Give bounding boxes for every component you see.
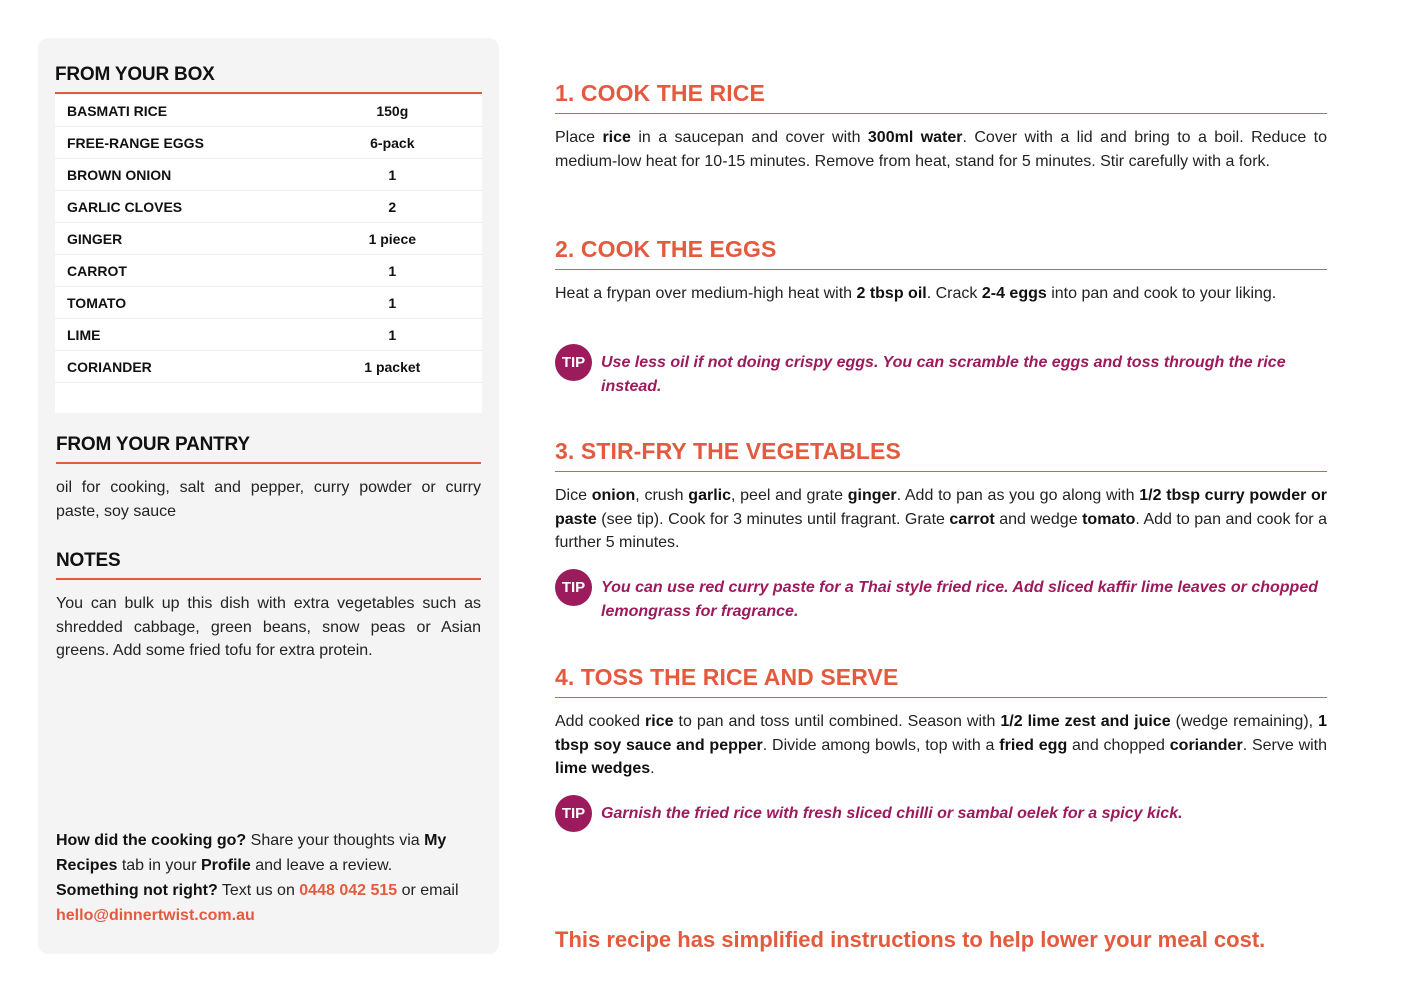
step-text-span: to pan and toss until combined. Season with — [673, 713, 1001, 730]
step-text-span: , crush — [635, 487, 689, 504]
footer-note: This recipe has simplified instructions to help lower your meal cost. — [555, 927, 1266, 952]
ingredient-row — [55, 127, 482, 159]
step-text-span: into pan and cook to your liking. — [1046, 285, 1277, 302]
step-text-span: . Cover with a lid and bring to a boil. Reduce to medium-low heat for 10-15 minutes. Remove from heat, stand for 5 minutes. Stir carefully with a fork. — [555, 129, 1328, 170]
step-text-span: . Add to pan and cook for a further 5 minutes. — [555, 510, 1327, 551]
ingredient-qty: 1 piece — [368, 230, 417, 247]
box-title: FROM YOUR BOX — [55, 64, 482, 94]
ingredient-qty: 150g — [376, 102, 409, 119]
step-text-bold: tomato — [1082, 510, 1136, 528]
step-3-text — [555, 484, 1327, 555]
ingredient-name: GARLIC CLOVES — [67, 198, 183, 215]
tip-text: Garnish the fried rice with fresh sliced chilli or sambal oelek for a spicy kick. — [601, 805, 1183, 822]
feedback-question: How did the cooking go? — [56, 832, 247, 849]
tip-text: You can use red curry paste for a Thai style fried rice. Add sliced kaffir lime leaves or chopped lemongrass for fragrance. — [601, 579, 1318, 620]
profile-link[interactable]: Profile — [200, 857, 251, 874]
step-4-title: 4. TOSS THE RICE AND SERVE — [555, 664, 1327, 698]
step-text-span: (see tip). Cook for 3 minutes until fragrant. Grate — [596, 510, 950, 528]
step-text-bold: carrot — [949, 510, 995, 528]
feedback-text-5: or email — [397, 882, 459, 899]
support-question: Something not right? — [56, 882, 218, 899]
step-text-bold: rice — [645, 713, 674, 730]
step-text-bold: garlic — [688, 487, 731, 504]
step-text-span: . Serve with — [1242, 736, 1328, 754]
ingredient-name: TOMATO — [67, 294, 127, 311]
ingredient-row — [55, 255, 482, 287]
step-text-bold: 1 tbsp soy sauce and pepper — [555, 713, 1328, 754]
ingredient-name: FREE-RANGE EGGS — [67, 134, 204, 151]
tip-badge: TIP — [555, 795, 592, 832]
step-text-bold: 2-4 eggs — [981, 285, 1047, 302]
ingredient-name: CORIANDER — [67, 358, 152, 375]
step-text-span: . — [650, 760, 655, 777]
step-text-span: Dice — [555, 487, 592, 504]
step-text-bold: 300ml water — [867, 129, 963, 146]
ingredient-name: BASMATI RICE — [67, 102, 168, 119]
step-text-span: . Crack — [926, 285, 982, 302]
feedback-text-2: tab in your — [117, 857, 201, 874]
ingredient-row — [55, 159, 482, 191]
step-text-span: Place — [555, 129, 603, 146]
ingredient-qty: 2 — [388, 198, 397, 215]
ingredient-qty: 6-pack — [370, 134, 415, 151]
sidebar-panel — [38, 38, 499, 954]
step-text-span: , peel and grate — [730, 487, 848, 504]
email-link[interactable]: hello@dinnertwist.com.au — [56, 907, 255, 924]
ingredient-qty: 1 packet — [364, 358, 421, 375]
feedback-text — [56, 828, 481, 928]
step-text-bold: ginger — [847, 487, 897, 504]
ingredient-qty: 1 — [388, 326, 397, 343]
ingredient-name: CARROT — [67, 262, 127, 279]
step-text-bold: 1/2 lime zest and juice — [1000, 713, 1171, 730]
step-text-bold: onion — [591, 487, 636, 504]
step-1-text — [555, 126, 1327, 173]
phone-link[interactable]: 0448 042 515 — [299, 882, 398, 899]
step-2-text — [555, 282, 1327, 306]
step-text-span: and wedge — [994, 510, 1083, 528]
tip-text: Use less oil if not doing crispy eggs. You can scramble the eggs and toss through the rice instead. — [601, 354, 1286, 395]
ingredient-name: BROWN ONION — [67, 166, 172, 183]
pantry-text: oil for cooking, salt and pepper, curry powder or curry paste, soy sauce — [56, 479, 481, 520]
feedback-text-4: Text us on — [217, 882, 300, 899]
ingredient-name: LIME — [67, 326, 101, 343]
step-text-span: in a saucepan and cover with — [630, 129, 868, 146]
step-text-span: and chopped — [1067, 736, 1170, 754]
step-text-bold: rice — [602, 129, 631, 146]
step-text-bold: fried egg — [999, 736, 1068, 754]
ingredient-row — [55, 319, 482, 351]
ingredient-qty: 1 — [388, 262, 397, 279]
step-3-title: 3. STIR-FRY THE VEGETABLES — [555, 438, 1327, 472]
step-text-bold: 2 tbsp oil — [856, 285, 927, 302]
step-text-span: Heat a frypan over medium-high heat with — [555, 285, 857, 302]
ingredient-row — [55, 351, 482, 383]
feedback-text-3: and leave a review. — [250, 857, 393, 874]
step-4-text — [555, 710, 1327, 781]
step-text-span: (wedge remaining), — [1170, 713, 1319, 730]
step-text-span: Add cooked — [555, 713, 646, 730]
notes-text: You can bulk up this dish with extra vegetables such as shredded cabbage, green beans, snow peas or Asian greens. Add some fried tofu for extra protein. — [56, 595, 481, 659]
feedback-text-1: Share your thoughts via — [246, 832, 425, 849]
my-recipes-link[interactable]: My Recipes — [56, 832, 447, 874]
tip-badge: TIP — [555, 344, 592, 381]
step-text-span: . Add to pan as you go along with — [896, 487, 1140, 504]
ingredient-qty: 1 — [388, 294, 397, 311]
pantry-title: FROM YOUR PANTRY — [56, 434, 481, 464]
step-text-span: . Divide among bowls, top with a — [762, 736, 1000, 754]
ingredient-row — [55, 287, 482, 319]
step-text-bold: 1/2 tbsp curry powder or paste — [555, 487, 1328, 528]
step-1-title: 1. COOK THE RICE — [555, 80, 1327, 114]
step-text-bold: lime wedges — [555, 760, 651, 777]
step-text-bold: coriander — [1169, 736, 1243, 754]
ingredient-qty: 1 — [388, 166, 397, 183]
tip-badge: TIP — [555, 569, 592, 606]
ingredient-row — [55, 223, 482, 255]
notes-title: NOTES — [56, 550, 481, 580]
ingredient-row — [55, 95, 482, 127]
ingredients-table — [55, 95, 482, 413]
step-2-title: 2. COOK THE EGGS — [555, 236, 1327, 270]
ingredient-row — [55, 191, 482, 223]
ingredient-name: GINGER — [67, 230, 123, 247]
